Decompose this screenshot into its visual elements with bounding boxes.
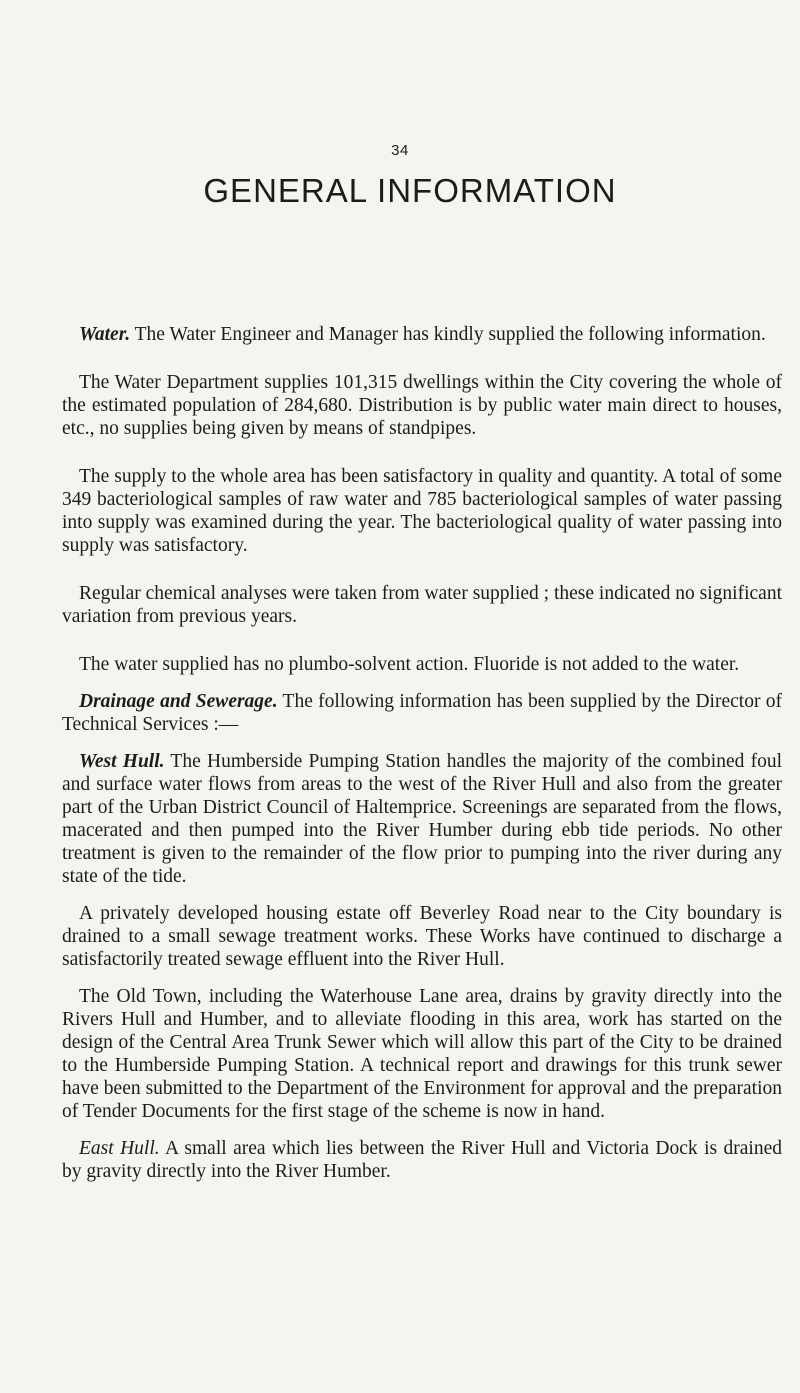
body-text <box>62 323 782 1208</box>
paragraph-text: The supply to the whole area has been satisfactory in quality and quantity. A total of some 349 bacteriological samples of raw water and 785 bacteriological samples of water passing into supply was examined during the year. The bacteriological quality of water passing into supply was satisfactory. <box>62 466 782 556</box>
paragraph-chemical-analyses <box>62 582 782 628</box>
page-title: GENERAL INFORMATION <box>203 172 617 209</box>
paragraph-text: The water supplied has no plumbo-solvent action. Fluoride is not added to the water. <box>79 654 740 675</box>
paragraph-text: The Water Engineer and Manager has kindly supplied the following information. <box>130 324 766 345</box>
paragraph-plumbo-solvent <box>62 653 782 676</box>
paragraph-lead: Water. <box>79 324 131 345</box>
paragraph-lead: West Hull. <box>79 751 165 772</box>
paragraph-drainage-sewerage <box>62 690 782 736</box>
paragraph-housing-estate <box>62 902 782 971</box>
paragraph-text: Regular chemical analyses were taken from water supplied ; these indicated no significant variation from previous years. <box>62 583 782 627</box>
paragraph-water-quality <box>62 465 782 557</box>
paragraph-east-hull <box>62 1137 782 1183</box>
paragraph-text: The following information has been supplied by the Director of Technical Services :— <box>62 691 782 735</box>
paragraph-old-town <box>62 985 782 1123</box>
paragraph-text: The Old Town, including the Waterhouse Lane area, drains by gravity directly into the Rivers Hull and Humber, and to alleviate flooding in this area, work has started on the design of the Central Area Trunk Sewer which will allow this part of the City to be drained to the Humberside Pumping Station. A technical report and drawings for this trunk sewer have been submitted to the Department of the Environment for approval and the preparation of Tender Documents for the first stage of the scheme is now in hand. <box>62 986 782 1122</box>
page-number: 34 <box>391 142 409 159</box>
paragraph-text: The Humberside Pumping Station handles the majority of the combined foul and surface water flows from areas to the west of the River Hull and also from the greater part of the Urban District Council of Haltemprice. Screenings are separated from the flows, macerated and then pumped into the River Humber during ebb tide periods. No other treatment is given to the remainder of the flow prior to pumping into the river during any state of the tide. <box>62 751 782 887</box>
paragraph-water <box>62 323 782 346</box>
paragraph-west-hull <box>62 750 782 888</box>
paragraph-water-supply <box>62 371 782 440</box>
paragraph-text: The Water Department supplies 101,315 dwellings within the City covering the whole of the estimated population of 284,680. Distribution is by public water main direct to houses, etc., no supplies being given by means of standpipes. <box>62 372 782 439</box>
paragraph-text: A privately developed housing estate off Beverley Road near to the City boundary is drained to a small sewage treatment works. These Works have continued to discharge a satisfactorily treated sewage effluent into the River Hull. <box>62 903 782 970</box>
paragraph-text: A small area which lies between the River Hull and Victoria Dock is drained by gravity directly into the River Humber. <box>62 1138 782 1182</box>
paragraph-lead: Drainage and Sewerage. <box>79 691 278 712</box>
paragraph-lead: East Hull. <box>79 1138 160 1159</box>
